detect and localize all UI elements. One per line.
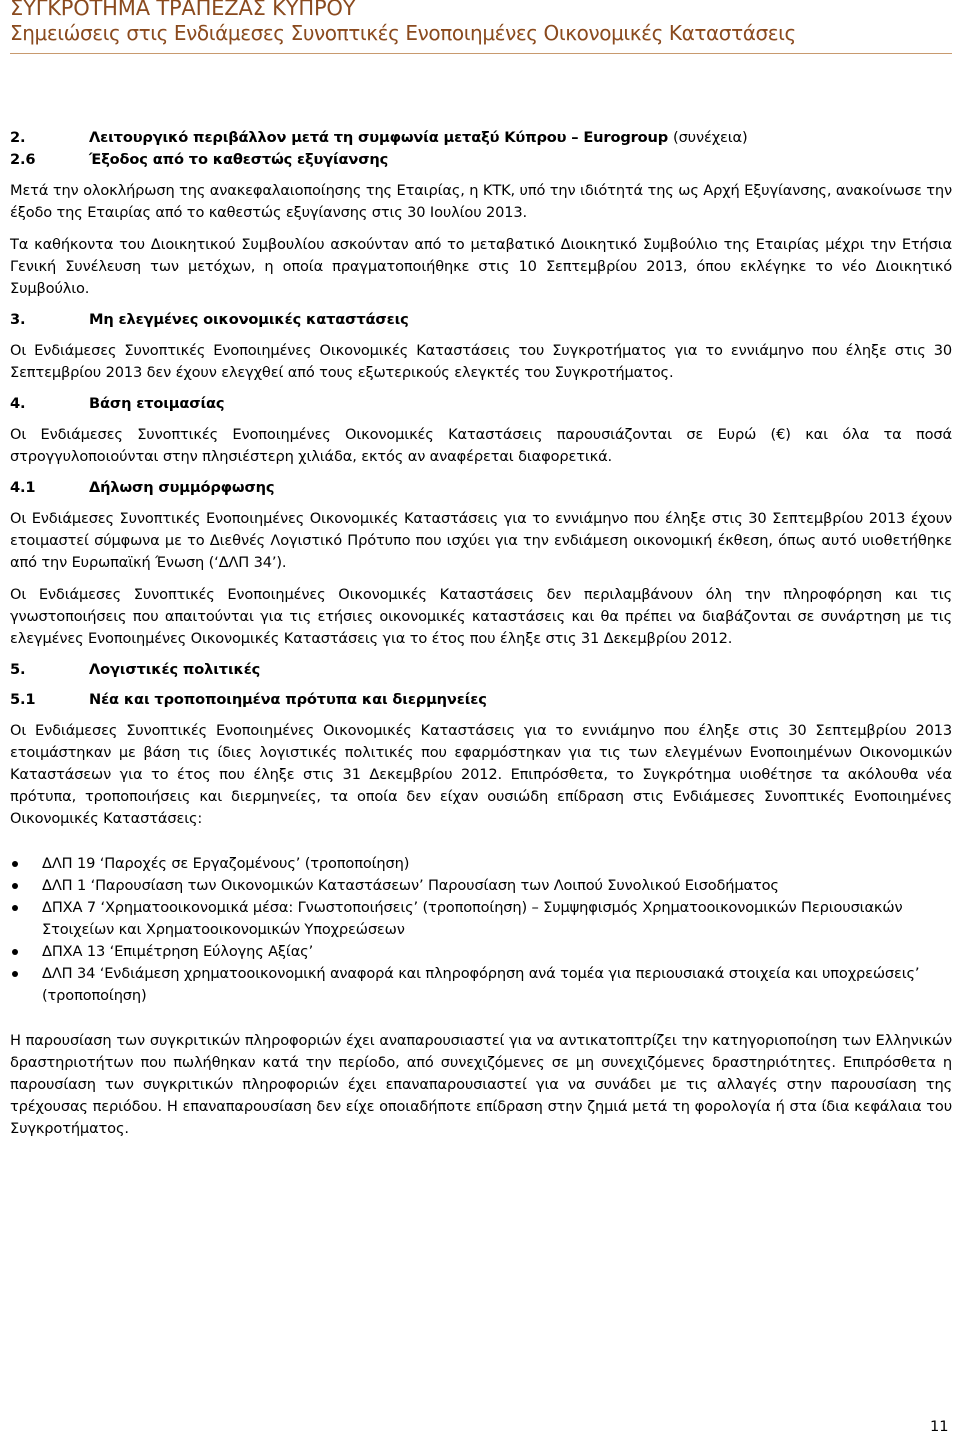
section-2-6-heading [10, 149, 952, 171]
section-title: Βάση ετοιμασίας [89, 395, 225, 412]
bullet-icon [12, 861, 18, 867]
section-number: 3. [10, 311, 26, 328]
bullet-icon [12, 883, 18, 889]
list-item-text: ΔΛΠ 19 ‘Παροχές σε Εργαζομένους’ (τροποποίηση) [42, 855, 410, 872]
paragraph: Τα καθήκοντα του Διοικητικού Συμβουλίου ασκούνταν από το μεταβατικό Διοικητικό Συμβούλιο της Εταιρίας μέχρι την Ετήσια Γενική Συνέλευση των μετόχων, η οποία πραγματοποιήθηκε στις 10 Σεπτεμβρίου 2013, όπου εκλέγηκε το νέο Διοικητικό Συμβούλιο. [10, 236, 952, 297]
document-header-title: ΣΥΓΚΡΟΤΗΜΑ ΤΡΑΠΕΖΑΣ ΚΥΠΡΟΥ [10, 0, 356, 20]
list-item-text: ΔΠΧΑ 7 ‘Χρηματοοικονομικά μέσα: Γνωστοποιήσεις’ (τροποποίηση) – Συμψηφισμός Χρηματοοικονομικών Περιουσιακών Στοιχείων και Χρηματοοικονομικών Υποχρεώσεων [42, 899, 903, 938]
paragraph: Η παρουσίαση των συγκριτικών πληροφοριών έχει αναπαρουσιαστεί για να αντικατοπτρίζει την κατηγοριοποίηση των Ελληνικών δραστηριοτήτων που πωλήθηκαν κατά την περίοδο, από συνεχιζόμενες σε μη συνεχιζόμενες δραστηριότητες. Επιπρόσθετα η παρουσίαση των συγκριτικών πληροφοριών έχει επαναπαρουσιαστεί για να συνάδει με τις αλλαγές στην παρουσίαση της τρέχουσας περιόδου. Η επαναπαρουσίαση δεν είχε οποιαδήποτε επίδραση στην ζημιά μετά τη φορολογία ή στα ίδια κεφάλαια του Συγκροτήματος. [10, 1032, 952, 1137]
paragraph: Οι Ενδιάμεσες Συνοπτικές Ενοποιημένες Οικονομικές Καταστάσεις για το εννιάμηνο που έληξε στις 30 Σεπτεμβρίου 2013 έχουν ετοιμαστεί σύμφωνα με το Διεθνές Λογιστικό Πρότυπο που ισχύει για την ενδιάμεση οικονομική έκθεση, όπως αυτό υιοθετήθηκε από την Ευρωπαϊκή Ένωση (‘ΔΛΠ 34’). [10, 510, 952, 571]
section-5-heading [10, 659, 952, 681]
paragraph: Οι Ενδιάμεσες Συνοπτικές Ενοποιημένες Οικονομικές Καταστάσεις δεν περιλαμβάνουν όλη την πληροφόρηση και τις γνωστοποιήσεις που απαιτούνται για τις ετήσιες οικονομικές καταστάσεις και θα πρέπει να διαβάζονται σε συνάρτηση με τις ελεγμένες Ενοποιημένες Οικονομικές Καταστάσεις για το έτος που έληξε στις 31 Δεκεμβρίου 2012. [10, 586, 952, 647]
section-2-heading [10, 127, 952, 149]
section-title: Λειτουργικό περιβάλλον μετά τη συμφωνία μεταξύ Κύπρου – Eurogroup [89, 129, 669, 146]
paragraph: Οι Ενδιάμεσες Συνοπτικές Ενοποιημένες Οικονομικές Καταστάσεις για το εννιάμηνο που έληξε στις 30 Σεπτεμβρίου 2013 ετοιμάστηκαν με βάση τις ίδιες λογιστικές πολιτικές που εφαρμόστηκαν για τις των ελεγμένων Ενοποιημένων Οικονομικών Καταστάσεων για το έτος που έληξε στις 31 Δεκεμβρίου 2012. Επιπρόσθετα, το Συγκρότημα υιοθέτησε τα ακόλουθα νέα πρότυπα, τροποποιήσεις και διερμηνείες, τα οποία δεν είχαν ουσιώδη επίδραση στις Ενδιάμεσες Συνοπτικές Ενοποιημένες Οικονομικές Καταστάσεις: [10, 722, 952, 827]
list-item [10, 853, 952, 875]
list-item [10, 897, 952, 941]
paragraph: Μετά την ολοκλήρωση της ανακεφαλαιοποίησης της Εταιρίας, η ΚΤΚ, υπό την ιδιότητά της ως Αρχή Εξυγίανσης, ανακοίνωσε την έξοδο της Εταιρίας από το καθεστώς εξυγίανσης στις 30 Ιουλίου 2013. [10, 182, 952, 221]
document-header-subtitle: Σημειώσεις στις Ενδιάμεσες Συνοπτικές Ενοποιημένες Οικονομικές Καταστάσεις [10, 21, 796, 45]
section-title: Έξοδος από το καθεστώς εξυγίανσης [89, 151, 389, 168]
section-number: 4.1 [10, 479, 36, 496]
bullet-icon [12, 905, 18, 911]
document-body [10, 127, 952, 1140]
page-number: 11 [930, 1418, 949, 1435]
section-number: 5. [10, 661, 26, 678]
list-item [10, 875, 952, 897]
list-item-text: ΔΛΠ 1 ‘Παρουσίαση των Οικονομικών Καταστάσεων’ Παρουσίαση των Λοιπού Συνολικού Εισοδήματος [42, 877, 779, 894]
section-4-1-heading [10, 477, 952, 499]
list-item [10, 963, 952, 1007]
section-title: Λογιστικές πολιτικές [89, 661, 261, 678]
section-number: 2. [10, 129, 26, 146]
section-number: 2.6 [10, 151, 36, 168]
section-title: Δήλωση συμμόρφωσης [89, 479, 275, 496]
header-divider [10, 53, 952, 54]
standards-list [10, 853, 952, 1007]
bullet-icon [12, 949, 18, 955]
section-number: 4. [10, 395, 26, 412]
list-item-text: ΔΛΠ 34 ‘Ενδιάμεση χρηματοοικονομική αναφορά και πληροφόρηση ανά τομέα για περιουσιακά στοιχεία και υποχρεώσεις’ (τροποποίηση) [42, 965, 920, 1004]
section-3-heading [10, 309, 952, 331]
section-title: Μη ελεγμένες οικονομικές καταστάσεις [89, 311, 409, 328]
section-title: Νέα και τροποποιημένα πρότυπα και διερμηνείες [89, 691, 487, 708]
section-4-heading [10, 393, 952, 415]
list-item [10, 941, 952, 963]
section-number: 5.1 [10, 691, 36, 708]
paragraph: Οι Ενδιάμεσες Συνοπτικές Ενοποιημένες Οικονομικές Καταστάσεις του Συγκροτήματος για το εννιάμηνο που έληξε στις 30 Σεπτεμβρίου 2013 δεν έχουν ελεγχθεί από τους εξωτερικούς ελεγκτές του Συγκροτήματος. [10, 342, 952, 381]
paragraph: Οι Ενδιάμεσες Συνοπτικές Ενοποιημένες Οικονομικές Καταστάσεις παρουσιάζονται σε Ευρώ (€) και όλα τα ποσά στρογγυλοποιούνται στην πλησιέστερη χιλιάδα, εκτός αν αναφέρεται διαφορετικά. [10, 426, 952, 465]
continued-label: (συνέχεια) [673, 129, 748, 146]
list-item-text: ΔΠΧΑ 13 ‘Επιμέτρηση Εύλογης Αξίας’ [42, 943, 314, 960]
bullet-icon [12, 971, 18, 977]
section-5-1-heading [10, 689, 952, 711]
